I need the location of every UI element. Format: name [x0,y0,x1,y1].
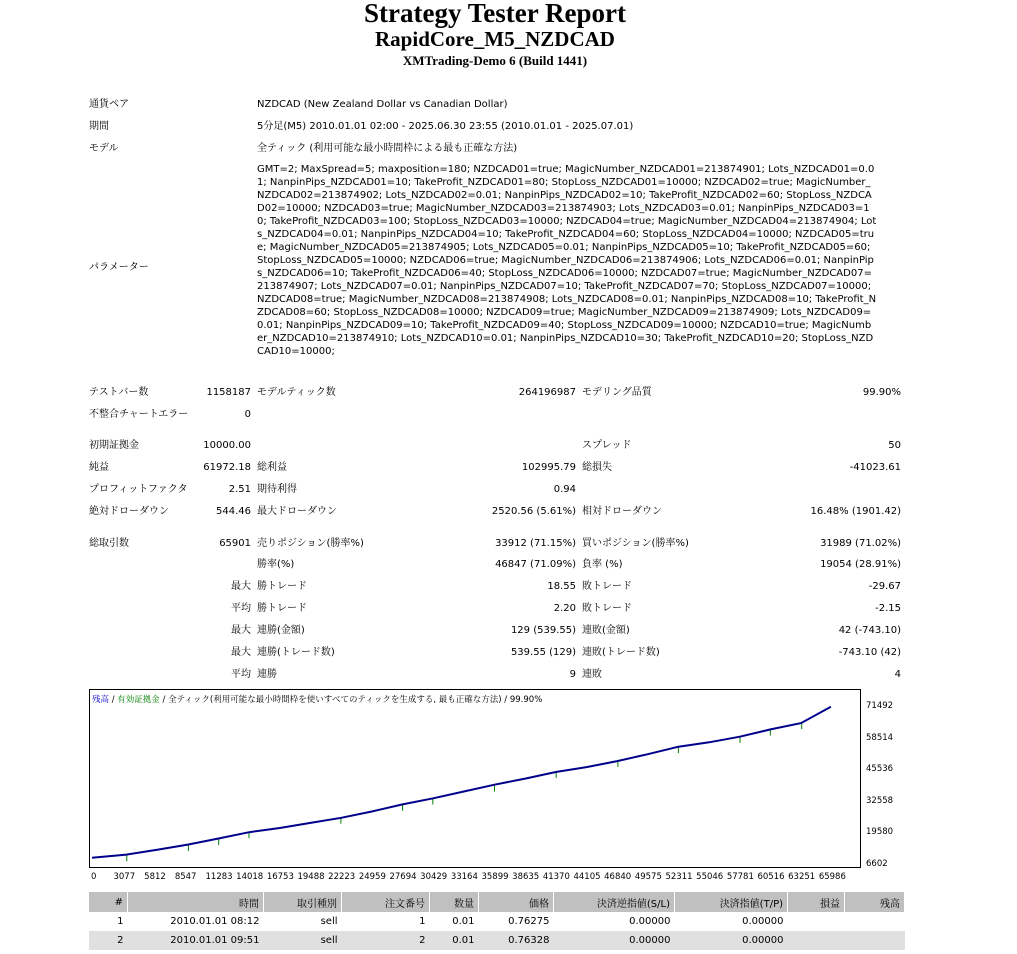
cell-size: 0.01 [430,931,479,950]
win-rate-label: 勝率(%) [257,559,295,570]
largest-loss-value: -29.67 [868,581,901,592]
net-value: 61972.18 [203,462,251,473]
largest-loss-label: 敗トレード [582,581,632,592]
cell-time: 2010.01.01 08:12 [170,916,260,927]
x-tick-label: 8547 [174,872,197,882]
cell-type: sell [320,916,338,927]
x-tick-label: 16753 [266,872,294,882]
report-title: Strategy Tester Report [364,0,626,28]
y-tick-label: 45536 [866,764,894,775]
pair-label: 通貨ペア [89,99,129,110]
cell-sl: 0.00000 [629,916,671,927]
expected-label: 期待利得 [257,484,297,495]
period-label: 期間 [89,121,109,132]
y-tick-label: 19580 [866,827,894,838]
bars-value: 1158187 [206,387,251,398]
model-label: モデル [89,143,119,154]
quality-label: モデリング品質 [582,387,652,398]
th-time: 時間 [128,892,264,912]
gross-loss-value: -41023.61 [849,462,901,473]
report-server: XMTrading-Demo 6 (Build 1441) [402,53,588,68]
gross-profit-value: 102995.79 [521,462,576,473]
cons-losses-trades-value: -743.10 (42) [838,647,901,658]
avg-cons-wins-value: 9 [569,669,576,680]
rel-dd-label: 相対ドローダウン [582,506,662,517]
cell-order: 1 [419,916,426,927]
cons-wins-money-label: 連勝(金額) [257,625,305,636]
net-label: 純益 [89,462,109,473]
table-row [89,912,905,931]
pair-value: NZDCAD (New Zealand Dollar vs Canadian Dollar) [257,99,508,110]
loss-rate-value: 19054 (28.91%) [820,559,901,570]
short-label: 売りポジション(勝率%) [257,538,364,549]
abs-dd-value: 544.46 [216,506,251,517]
balance-line [92,707,831,858]
y-tick-label: 6602 [866,859,888,869]
cell-time: 2010.01.01 09:51 [128,931,264,950]
x-tick-label: 57781 [726,872,754,882]
y-tick-label: 32558 [866,795,894,806]
bars-label: テストバー数 [89,387,149,398]
x-tick-label: 65986 [818,872,846,882]
avg-label-1: 平均 [231,603,251,614]
cons-losses-trades-label: 連敗(トレード数) [582,647,660,658]
cell-type: sell [264,931,342,950]
cell-price: 0.76275 [508,916,550,927]
cons-wins-money-value: 129 (539.55) [510,625,576,636]
x-tick-label: 46840 [604,872,632,882]
deposit-label: 初期証拠金 [89,440,139,451]
loss-rate-label: 負率 (%) [582,559,623,570]
ticks-value: 264196987 [518,387,576,398]
max-label-3: 最大 [231,647,251,658]
pf-label: プロフィットファクタ [89,484,188,495]
legend-model: / 全ティック(利用可能な最小時間枠を使いすべてのティックを生成する, 最も正確な方法) / 99.90% [159,695,543,705]
params-label: パラメーター [89,262,149,273]
ticks-label: モデルティック数 [257,387,336,398]
avg-win-label: 勝トレード [257,603,307,614]
max-label-1: 最大 [231,581,251,592]
max-dd-value: 2520.56 (5.61%) [491,506,576,517]
largest-win-value: 18.55 [547,581,576,592]
x-tick-label: 27694 [389,872,417,882]
th-type: 取引種別 [264,892,342,912]
x-tick-label: 33164 [450,872,478,882]
th-price: 価格 [479,892,554,912]
win-rate-value: 46847 (71.09%) [495,559,576,570]
spread-value: 50 [888,440,901,451]
cons-losses-money-value: 42 (-743.10) [838,625,901,636]
x-tick-label: 41370 [542,872,570,882]
x-tick-label: 60516 [757,872,785,882]
cell-balance [845,931,905,950]
report-subtitle: RapidCore_M5_NZDCAD [375,27,615,51]
short-value: 33912 (71.15%) [495,538,576,549]
cell-sl: 0.00000 [554,931,675,950]
avg-cons-losses-label: 連敗 [582,669,602,680]
x-tick-label: 63251 [788,872,816,882]
y-tick-label: 58514 [866,732,894,743]
expected-value: 0.94 [553,484,576,495]
table-row [89,931,905,950]
x-tick-label: 0 [91,872,97,882]
rel-dd-value: 16.48% (1901.42) [810,506,901,517]
abs-dd-label: 絶対ドローダウン [89,506,169,517]
th-sl: 決済逆指値(S/L) [554,892,675,912]
pf-value: 2.51 [228,484,251,495]
y-tick-label: 71492 [866,701,894,711]
cell-order: 2 [342,931,430,950]
gross-loss-label: 総損失 [582,462,612,473]
x-tick-label: 5812 [144,872,166,882]
spread-label: スプレッド [582,440,632,451]
mismatch-label: 不整合チャートエラー [89,409,189,420]
trades-table [89,892,905,950]
th-balance: 残高 [845,892,905,912]
quality-value: 99.90% [862,387,901,398]
cell-profit [788,931,845,950]
th-profit: 損益 [788,892,845,912]
deposit-value: 10000.00 [203,440,251,451]
avg-cons-wins-label: 連勝 [257,669,277,680]
cons-wins-trades-value: 539.55 (129) [510,647,576,658]
avg-loss-label: 敗トレード [582,603,632,614]
x-tick-label: 30429 [420,872,448,882]
th-no: # [89,892,128,912]
legend-balance: 残高 [92,695,110,705]
avg-win-value: 2.20 [553,603,576,614]
chart-legend [92,693,542,705]
th-tp: 決済指値(T/P) [675,892,788,912]
legend-equity: 有効証拠金 [117,695,160,705]
cell-tp: 0.00000 [742,916,784,927]
model-value: 全ティック (利用可能な最小時間枠による最も正確な方法) [257,143,518,154]
cell-balance [845,912,905,931]
total-trades-label: 総取引数 [89,538,129,549]
cell-no: 1 [117,916,124,927]
max-label-2: 最大 [231,625,251,636]
long-label: 買いポジション(勝率%) [582,538,689,549]
th-size: 数量 [430,892,479,912]
balance-chart-svg [90,690,862,869]
x-tick-label: 52311 [665,872,693,882]
x-tick-label: 19488 [297,872,325,882]
th-order: 注文番号 [342,892,430,912]
gross-profit-label: 総利益 [257,462,287,473]
params-value: GMT=2; MaxSpread=5; maxposition=180; NZDCAD01=true; MagicNumber_NZDCAD01=213874901; Lots_NZDCAD01=0.01; NanpinPips_NZDCAD01=10; TakeProfit_NZDCAD01=80; StopLoss_NZDCAD01=10000; NZDCAD02=true; MagicNumber_NZDCAD02=213874902; Lots_NZDCAD02=0.01; NanpinPips_NZDCAD02=10; TakeProfit_NZDCAD02=60; StopLoss_NZDCAD02=10000; NZDCAD03=true; MagicNumber_NZDCAD03=213874903; Lots_NZDCAD03=0.01; NanpinPips_NZDCAD03=10; TakeProfit_NZDCAD03=100; StopLoss_NZDCAD03=10000; NZDCAD04=true; MagicNumber_NZDCAD04=213874904; Lots_NZDCAD04=0.01; NanpinPips_NZDCAD04=10; TakeProfit_NZDCAD04=60; StopLoss_NZDCAD04=10000; NZDCAD05=true; MagicNumber_NZDCAD05=213874905; Lots_NZDCAD05=0.01; NanpinPips_NZDCAD05=10; TakeProfit_NZDCAD05=60; StopLoss_NZDCAD05=10000; NZDCAD06=true; MagicNumber_NZDCAD06=213874906; Lots_NZDCAD06=0.01; NanpinPips_NZDCAD06=10; TakeProfit_NZDCAD06=40; StopLoss_NZDCAD06=10000; NZDCAD07=true; MagicNumber_NZDCAD07=213874907; Lots_NZDCAD07=0.01; NanpinPips_NZDCAD07=10; TakeProfit_NZDCAD07=70; StopLoss_NZDCAD07=10000; NZDCAD08=true; MagicNumber_NZDCAD08=213874908; Lots_NZDCAD08=0.01; NanpinPips_NZDCAD08=10; TakeProfit_NZDCAD08=60; StopLoss_NZDCAD08=10000; NZDCAD09=true; MagicNumber_NZDCAD09=213874909; Lots_NZDCAD09=0.01; NanpinPips_NZDCAD09=10; TakeProfit_NZDCAD09=40; StopLoss_NZDCAD09=10000; NZDCAD10=true; MagicNumber_NZDCAD10=213874910; Lots_NZDCAD10=0.01; NanpinPips_NZDCAD10=30; TakeProfit_NZDCAD10=20; StopLoss_NZDCAD10=10000; [257,164,877,357]
x-tick-label: 22223 [328,872,356,882]
long-value: 31989 (71.02%) [820,538,901,549]
mismatch-value: 0 [244,409,251,420]
avg-loss-value: -2.15 [875,603,901,614]
x-tick-label: 11283 [205,872,233,882]
x-tick-label: 24959 [358,872,386,882]
avg-cons-losses-value: 4 [894,669,901,680]
avg-label-2: 平均 [231,669,251,680]
x-tick-label: 44105 [573,872,601,882]
x-tick-label: 49575 [634,872,662,882]
cons-wins-trades-label: 連勝(トレード数) [257,647,335,658]
legend-sep: / [109,695,118,705]
largest-win-label: 勝トレード [257,581,307,592]
balance-chart [89,689,861,868]
cell-price: 0.76328 [479,931,554,950]
x-tick-label: 38635 [512,872,540,882]
period-value: 5分足(M5) 2010.01.01 02:00 - 2025.06.30 23:55 (2010.01.01 - 2025.07.01) [257,121,634,132]
x-tick-label: 55046 [696,872,724,882]
max-dd-label: 最大ドローダウン [257,506,337,517]
x-tick-label: 3077 [113,872,136,882]
cell-tp: 0.00000 [675,931,788,950]
cons-losses-money-label: 連敗(金額) [582,625,630,636]
x-tick-label: 35899 [481,872,509,882]
cell-size: 0.01 [452,916,475,927]
cell-no: 2 [89,931,128,950]
cell-profit [788,912,845,931]
total-trades-value: 65901 [219,538,251,549]
x-tick-label: 14018 [236,872,264,882]
trades-header-row [89,892,905,912]
